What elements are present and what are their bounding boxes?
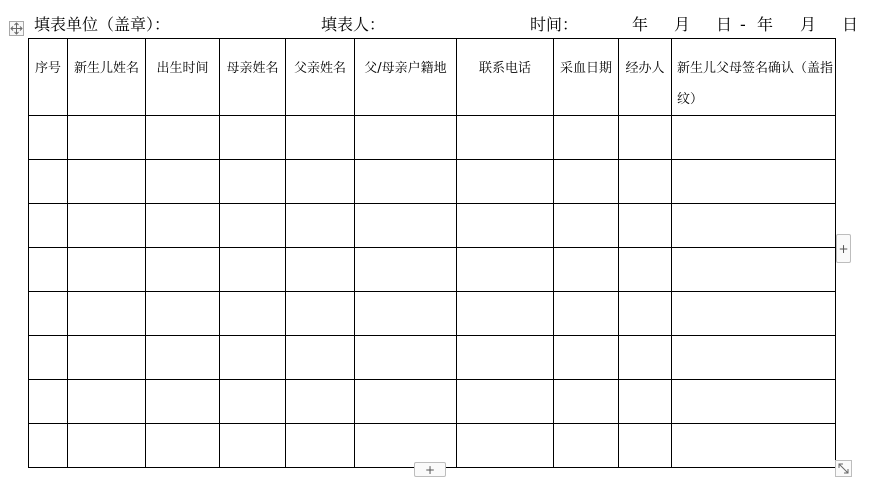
- move-arrows-icon: [10, 22, 23, 35]
- column-header-household-registration[interactable]: 父/母亲户籍地: [355, 39, 457, 116]
- table-cell[interactable]: [146, 116, 220, 160]
- table-cell[interactable]: [286, 116, 355, 160]
- table-cell[interactable]: [554, 116, 619, 160]
- table-cell[interactable]: [355, 380, 457, 424]
- table-cell[interactable]: [619, 248, 672, 292]
- table-cell[interactable]: [29, 424, 68, 468]
- table-cell[interactable]: [554, 336, 619, 380]
- table-cell[interactable]: [355, 160, 457, 204]
- table-row: [29, 204, 836, 248]
- table-row: [29, 248, 836, 292]
- table-cell[interactable]: [672, 116, 836, 160]
- table-cell[interactable]: [220, 292, 286, 336]
- filler-label: 填表人：: [321, 15, 386, 34]
- table-cell[interactable]: [220, 336, 286, 380]
- table-cell[interactable]: [68, 248, 146, 292]
- table-cell[interactable]: [29, 248, 68, 292]
- table-cell[interactable]: [355, 336, 457, 380]
- table-cell[interactable]: [457, 336, 554, 380]
- table-cell[interactable]: [220, 424, 286, 468]
- table-cell[interactable]: [286, 248, 355, 292]
- date-year-start: 年: [632, 15, 649, 34]
- header-row: [29, 39, 836, 116]
- table-cell[interactable]: [146, 292, 220, 336]
- table-cell[interactable]: [619, 292, 672, 336]
- table-cell[interactable]: [68, 380, 146, 424]
- table-cell[interactable]: [286, 292, 355, 336]
- unit-label: 填表单位（盖章）：: [34, 15, 171, 34]
- table-cell[interactable]: [457, 424, 554, 468]
- table-cell[interactable]: [672, 292, 836, 336]
- table-cell[interactable]: [457, 204, 554, 248]
- column-header-father-name[interactable]: 父亲姓名: [286, 39, 355, 116]
- table-cell[interactable]: [672, 336, 836, 380]
- column-header-index[interactable]: 序号: [29, 39, 68, 116]
- table-cell[interactable]: [619, 336, 672, 380]
- date-year-end: 年: [757, 15, 774, 34]
- resize-diagonal-icon: [838, 463, 849, 474]
- table-cell[interactable]: [286, 424, 355, 468]
- table-cell[interactable]: [220, 116, 286, 160]
- table-cell[interactable]: [619, 424, 672, 468]
- column-header-handler[interactable]: 经办人: [619, 39, 672, 116]
- table-cell[interactable]: [68, 336, 146, 380]
- table-row: [29, 380, 836, 424]
- table-cell[interactable]: [68, 160, 146, 204]
- table-cell[interactable]: [286, 204, 355, 248]
- table-cell[interactable]: [146, 336, 220, 380]
- column-header-parent-signature[interactable]: 新生儿父母签名确认（盖指纹）: [672, 39, 836, 116]
- table-move-handle[interactable]: [9, 21, 24, 36]
- table-cell[interactable]: [355, 116, 457, 160]
- table-cell[interactable]: [457, 248, 554, 292]
- table-cell[interactable]: [554, 424, 619, 468]
- table-cell[interactable]: [286, 336, 355, 380]
- table-cell[interactable]: [146, 248, 220, 292]
- table-cell[interactable]: [672, 248, 836, 292]
- table-cell[interactable]: [355, 292, 457, 336]
- table-cell[interactable]: [554, 160, 619, 204]
- table-cell[interactable]: [29, 204, 68, 248]
- table-cell[interactable]: [29, 116, 68, 160]
- table-cell[interactable]: [355, 204, 457, 248]
- table-resize-handle[interactable]: [835, 460, 852, 477]
- date-month-start: 月: [674, 15, 691, 34]
- add-row-button[interactable]: +: [414, 462, 446, 477]
- table-cell[interactable]: [220, 380, 286, 424]
- table-cell[interactable]: [672, 204, 836, 248]
- table-cell[interactable]: [672, 380, 836, 424]
- table-cell[interactable]: [457, 116, 554, 160]
- table-cell[interactable]: [68, 424, 146, 468]
- column-header-mother-name[interactable]: 母亲姓名: [220, 39, 286, 116]
- date-month-end: 月: [800, 15, 817, 34]
- table-cell[interactable]: [457, 292, 554, 336]
- table-cell[interactable]: [220, 160, 286, 204]
- time-label: 时间：: [530, 15, 579, 34]
- table-body: [29, 116, 836, 468]
- table-row: [29, 160, 836, 204]
- table-cell[interactable]: [286, 380, 355, 424]
- table-cell[interactable]: [146, 204, 220, 248]
- table-row: [29, 292, 836, 336]
- table-cell[interactable]: [29, 292, 68, 336]
- table-cell[interactable]: [220, 204, 286, 248]
- table-row: [29, 336, 836, 380]
- date-separator: -: [740, 15, 746, 34]
- date-day-end: 日: [842, 15, 859, 34]
- table-cell[interactable]: [554, 292, 619, 336]
- table-cell[interactable]: [29, 160, 68, 204]
- table-cell[interactable]: [355, 248, 457, 292]
- table-cell[interactable]: [619, 380, 672, 424]
- table-cell[interactable]: [68, 116, 146, 160]
- table-cell[interactable]: [355, 424, 457, 468]
- table-cell[interactable]: [619, 116, 672, 160]
- table-cell[interactable]: [554, 380, 619, 424]
- table-cell[interactable]: [619, 160, 672, 204]
- table-cell[interactable]: [29, 380, 68, 424]
- table-cell[interactable]: [220, 248, 286, 292]
- table-cell[interactable]: [286, 160, 355, 204]
- column-header-birth-time[interactable]: 出生时间: [146, 39, 220, 116]
- table-cell[interactable]: [68, 292, 146, 336]
- table-cell[interactable]: [619, 204, 672, 248]
- table-row: [29, 424, 836, 468]
- table-cell[interactable]: [146, 424, 220, 468]
- column-header-newborn-name[interactable]: 新生儿姓名: [68, 39, 146, 116]
- table-cell[interactable]: [29, 336, 68, 380]
- table-cell[interactable]: [68, 204, 146, 248]
- table-cell[interactable]: [672, 160, 836, 204]
- date-day-start: 日: [716, 15, 733, 34]
- table-cell[interactable]: [554, 248, 619, 292]
- table-row: [29, 116, 836, 160]
- table-cell[interactable]: [457, 160, 554, 204]
- table-cell[interactable]: [457, 380, 554, 424]
- column-header-phone[interactable]: 联系电话: [457, 39, 554, 116]
- table-cell[interactable]: [554, 204, 619, 248]
- table-cell[interactable]: [146, 160, 220, 204]
- column-header-blood-date[interactable]: 采血日期: [554, 39, 619, 116]
- add-column-button[interactable]: +: [836, 234, 851, 263]
- table-cell[interactable]: [146, 380, 220, 424]
- registration-table: [28, 38, 836, 468]
- table-cell[interactable]: [672, 424, 836, 468]
